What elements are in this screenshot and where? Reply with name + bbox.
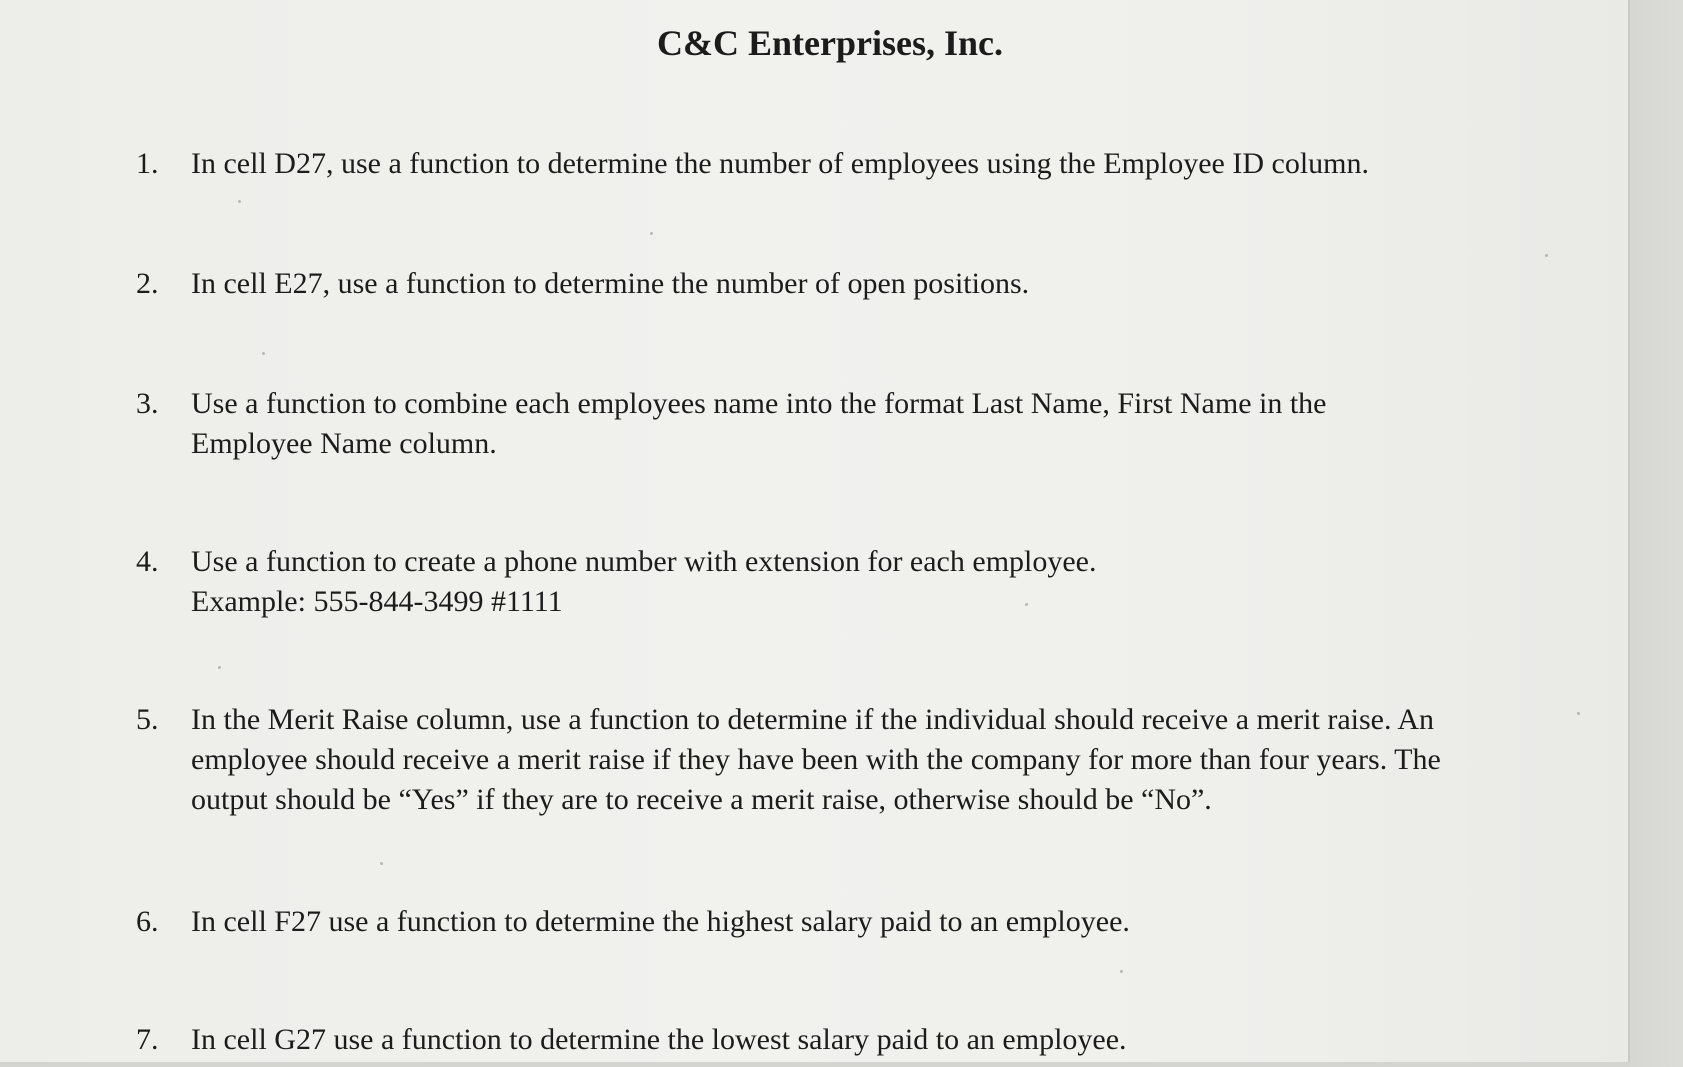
list-item-text xyxy=(191,384,1561,464)
background-surface xyxy=(1630,0,1683,1067)
list-item-text xyxy=(191,902,1561,942)
paper-speck xyxy=(218,666,221,669)
list-item-line: employee should receive a merit raise if they have been with the company for more than four years. The xyxy=(191,743,1441,776)
paper-speck xyxy=(380,862,383,865)
list-item-number: 1. xyxy=(136,147,159,180)
list-item-number: 6. xyxy=(136,905,159,938)
list-item-line: Employee Name column. xyxy=(191,427,497,460)
paper-speck xyxy=(1577,712,1580,715)
list-item-line: In cell G27 use a function to determine the lowest salary paid to an employee. xyxy=(191,1023,1127,1056)
list-item-line: output should be “Yes” if they are to receive a merit raise, otherwise should be “No”. xyxy=(191,783,1212,816)
paper-bottom-shadow xyxy=(0,1062,1630,1067)
list-item-line: Use a function to combine each employees name into the format Last Name, First Name in the xyxy=(191,387,1327,420)
page-title: C&C Enterprises, Inc. xyxy=(657,23,1003,63)
list-item-number: 2. xyxy=(136,267,159,300)
paper-speck xyxy=(1120,970,1123,973)
paper-speck xyxy=(238,200,241,203)
paper-speck xyxy=(262,352,265,355)
list-item-text xyxy=(191,144,1561,184)
list-item-text xyxy=(191,1020,1561,1060)
list-item-line: In cell F27 use a function to determine the highest salary paid to an employee. xyxy=(191,905,1130,938)
list-item-number: 3. xyxy=(136,387,159,420)
list-item-line: Use a function to create a phone number with extension for each employee. xyxy=(191,545,1097,578)
list-item-number: 4. xyxy=(136,545,159,578)
list-item-line: In the Merit Raise column, use a function to determine if the individual should receive a merit raise. An xyxy=(191,703,1434,736)
list-item-line: Example: 555-844-3499 #1111 xyxy=(191,585,563,618)
list-item-text xyxy=(191,700,1561,820)
list-item-text xyxy=(191,264,1561,304)
list-item-number: 7. xyxy=(136,1023,159,1056)
list-item-text xyxy=(191,542,1561,622)
paper-speck xyxy=(650,232,653,235)
list-item-line: In cell D27, use a function to determine the number of employees using the Employee ID column. xyxy=(191,147,1370,180)
list-item-number: 5. xyxy=(136,703,159,736)
paper-speck xyxy=(1545,254,1548,257)
list-item-line: In cell E27, use a function to determine the number of open positions. xyxy=(191,267,1030,300)
